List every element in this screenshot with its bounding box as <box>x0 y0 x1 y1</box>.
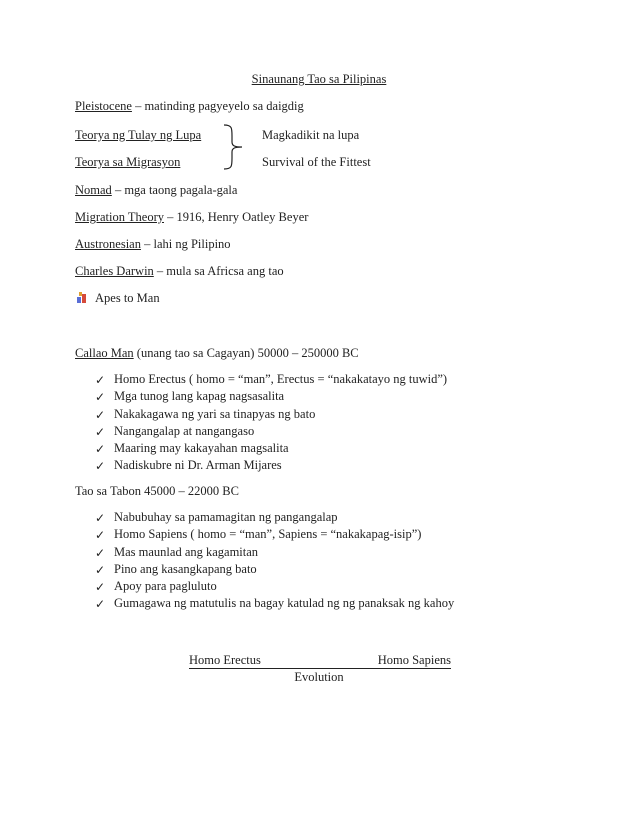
nomad-line <box>75 182 237 198</box>
pleistocene-definition: – matinding pagyeyelo sa daigdig <box>131 99 304 113</box>
evolution-label: Evolution <box>294 670 344 684</box>
survival-note: Survival of the Fittest <box>262 155 371 169</box>
checkmark-icon: ✓ <box>95 424 106 439</box>
magkadikit-note: Magkadikit na lupa <box>262 128 360 142</box>
document-title: Sinaunang Tao sa Pilipinas <box>251 72 387 86</box>
list-item: ✓ Maaring may kakayahan magsalita <box>95 440 447 457</box>
checkmark-icon: ✓ <box>95 459 106 474</box>
tabon-heading: Tao sa Tabon 45000 – 22000 BC <box>75 484 239 498</box>
tabon-checklist <box>95 509 454 613</box>
list-item: ✓ Nabubuhay sa pamamagitan ng pangangalap <box>95 509 454 526</box>
list-item: ✓ Nangangalap at nangangaso <box>95 423 447 440</box>
checkmark-icon: ✓ <box>95 511 106 525</box>
checkmark-icon: ✓ <box>95 580 106 595</box>
callao-term: Callao Man <box>75 346 134 360</box>
list-item: ✓ Pino ang kasangkapang bato <box>95 561 454 578</box>
list-item: ✓ Nadiskubre ni Dr. Arman Mijares <box>95 457 447 474</box>
checkmark-icon: ✓ <box>95 390 106 405</box>
nomad-definition: – mga taong pagala-gala <box>111 183 238 197</box>
list-item: ✓ Mga tunog lang kapag nagsasalita <box>95 388 447 405</box>
darwin-line <box>75 263 284 279</box>
apes-to-man: Apes to Man <box>95 291 160 305</box>
austronesian-definition: – lahi ng Pilipino <box>140 237 231 251</box>
evolution-line <box>189 653 451 669</box>
list-item: ✓ Homo Erectus ( homo = “man”, Erectus = “nakakatayo ng tuwid”) <box>95 371 447 388</box>
migration-term: Migration Theory <box>75 210 164 224</box>
list-item: ✓ Apoy para pagluluto <box>95 578 454 595</box>
callao-heading <box>75 345 359 361</box>
austronesian-line <box>75 236 231 252</box>
homo-erectus-label: Homo Erectus <box>189 653 261 667</box>
pleistocene-term: Pleistocene <box>75 99 132 113</box>
darwin-term: Charles Darwin <box>75 264 154 278</box>
checkmark-icon: ✓ <box>95 562 106 577</box>
list-item: ✓ Nakakagawa ng yari sa tinapyas ng bato <box>95 406 447 423</box>
callao-checklist <box>95 371 447 475</box>
list-item: ✓ Homo Sapiens ( homo = “man”, Sapiens = “nakakapag-isip”) <box>95 526 454 543</box>
list-item: ✓ Gumagawa ng matutulis na bagay katulad ng ng panaksak ng kahoy <box>95 595 454 612</box>
list-item: ✓ Mas maunlad ang kagamitan <box>95 544 454 561</box>
checkmark-icon: ✓ <box>95 373 106 387</box>
checkmark-icon: ✓ <box>95 545 106 560</box>
tulay-theory: Teorya ng Tulay ng Lupa <box>75 128 202 142</box>
bullet-icon <box>76 292 88 304</box>
pleistocene-line <box>75 98 304 114</box>
callao-description: (unang tao sa Cagayan) 50000 – 250000 BC <box>133 346 359 360</box>
migrasyon-theory: Teorya sa Migrasyon <box>75 155 181 169</box>
nomad-term: Nomad <box>75 183 112 197</box>
checkmark-icon: ✓ <box>95 528 106 543</box>
migration-line <box>75 209 308 225</box>
curly-brace-icon <box>222 124 244 170</box>
austronesian-term: Austronesian <box>75 237 141 251</box>
checkmark-icon: ✓ <box>95 597 106 612</box>
migration-definition: – 1916, Henry Oatley Beyer <box>164 210 309 224</box>
checkmark-icon: ✓ <box>95 442 106 457</box>
darwin-definition: – mula sa Africsa ang tao <box>153 264 284 278</box>
homo-sapiens-label: Homo Sapiens <box>377 653 451 667</box>
checkmark-icon: ✓ <box>95 407 106 422</box>
